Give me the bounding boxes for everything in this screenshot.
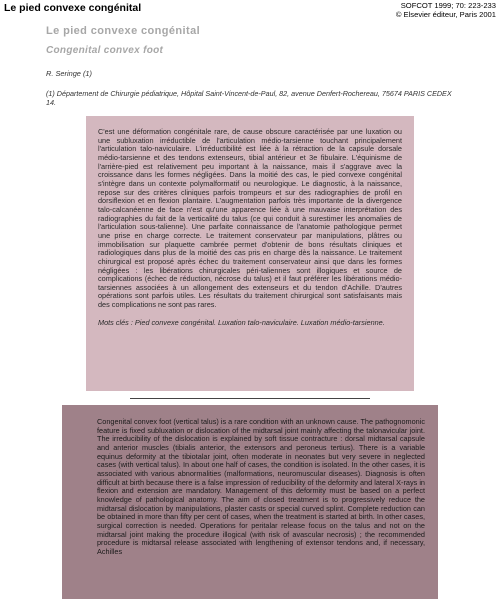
section-divider — [130, 398, 370, 399]
page-header — [0, 0, 500, 20]
abstract-english — [62, 405, 438, 599]
journal-reference — [396, 1, 496, 19]
running-title: Le pied convexe congénital — [4, 2, 142, 14]
publisher-copyright: © Elsevier éditeur, Paris 2001 — [395, 10, 496, 19]
abstract-english-text: Congenital convex foot (vertical talus) is a rare condition with an unknown cause. The pathognomonic feature is fixed subluxation or dislocation of the midtarsal joint mainly affecting the talonavicular joint. The irreducibility of the dislocation is explained by soft tissue contracture : dorsal midtarsal capsule and anterior muscles (tibialis anterior, the extensors and peroneus tertius). There is a variable equinus deformity at the tibiotalar joint, often moderate in neonates but very severe in neglected cases (with vertical talus). In about one half of cases, the condition is isolated. In the other cases, it is associated with various abnormalities (malformations, neuromuscular diseases). Diagnosis is often difficult at birth because there is a false impression of reducibility of the deformity and lateral X-rays in flexion and extension are mandatory. Management of this deformity must be based on a perfect knowledge of pathological anatomy. The aim of closed treatment is to progressively reduce the midtarsal dislocation by manipulations, plaster casts or special curved splint. Complete reduction can be obtained in more than fifty per cent of cases, when the treatment is started at birth. In other cases, surgical correction is needed. Operations for peritalar release focus on the talus and not on the midtarsal joint making the procedure illogical (with risk of avascular necrosis) ; the recommended procedure is midtarsal release associated with lengthening of extensor tendons and, if necessary, Achilles — [97, 417, 425, 556]
article-title-french: Le pied convexe congénital — [46, 25, 201, 37]
author-line: R. Seringe (1) — [46, 69, 93, 78]
abstract-french-text: C'est une déformation congénitale rare, de cause obscure caractérisée par une luxation ou une subluxation irréductible de l'articulation médio-tarsienne touchant principalement l'articulation talo-naviculaire. L'irréductibilité est liée à la rétraction de la capsule dorsale médio-tarsienne et des tendons extenseurs, tibial antérieur et 3e fibulaire. L'équinisme de l'arrière-pied est relativement peu important à la naissance, mais il s'aggrave avec la croissance dans les formes négligées. Dans la moitié des cas, le pied convexe congénital s'intègre dans un contexte polymalformatif ou neurologique. Le diagnostic, à la naissance, repose sur des critères cliniques parfois trompeurs et sur des radiographies de profil en dorsiflexion et en flexion plantaire. L'augmentation parfois très importante de la divergence talo-calcanéenne de face n'est qu'une apparence liée à une mauvaise interprétation des radiographies du fait de la verticalité du talus (ce qui conduit à surestimer les anomalies de l'articulation sous-talienne). Une parfaite connaissance de l'anatomie pathologique permet une prise en charge correcte. Le traitement conservateur par manipulations, plâtres ou immobilisation sur plaquette cambrée permet d'obtenir de bons résultats cliniques et radiologiques dans plus de la moitié des cas pris en charge dès la naissance. Le traitement chirurgical est proposé après échec du traitement conservateur ainsi que dans les formes négligées : les libérations chirurgicales péri-taliennes sont illogiques et source de complications (échec de réduction, nécrose du talus) et il faut préférer les libérations médio-tarsiennes associées à un allongement des extenseurs et du tendon d'Achille. D'autres opérations sont parfois utiles. Les résultats du traitement chirurgical sont satisfaisants mais des complications ne sont pas rares. — [98, 127, 402, 310]
journal-citation: SOFCOT 1999; 70: 223-233 — [400, 1, 496, 10]
keywords: Mots clés : Pied convexe congénital. Luxation talo-naviculaire. Luxation médio-tarsienne. — [98, 317, 385, 327]
abstract-french — [86, 116, 414, 391]
article-title-english: Congenital convex foot — [46, 45, 164, 56]
author-affiliation: (1) Département de Chirurgie pédiatrique, Hôpital Saint-Vincent-de-Paul, 82, avenue Denfert-Rochereau, 75674 PARIS CEDEX 14. — [46, 89, 452, 107]
